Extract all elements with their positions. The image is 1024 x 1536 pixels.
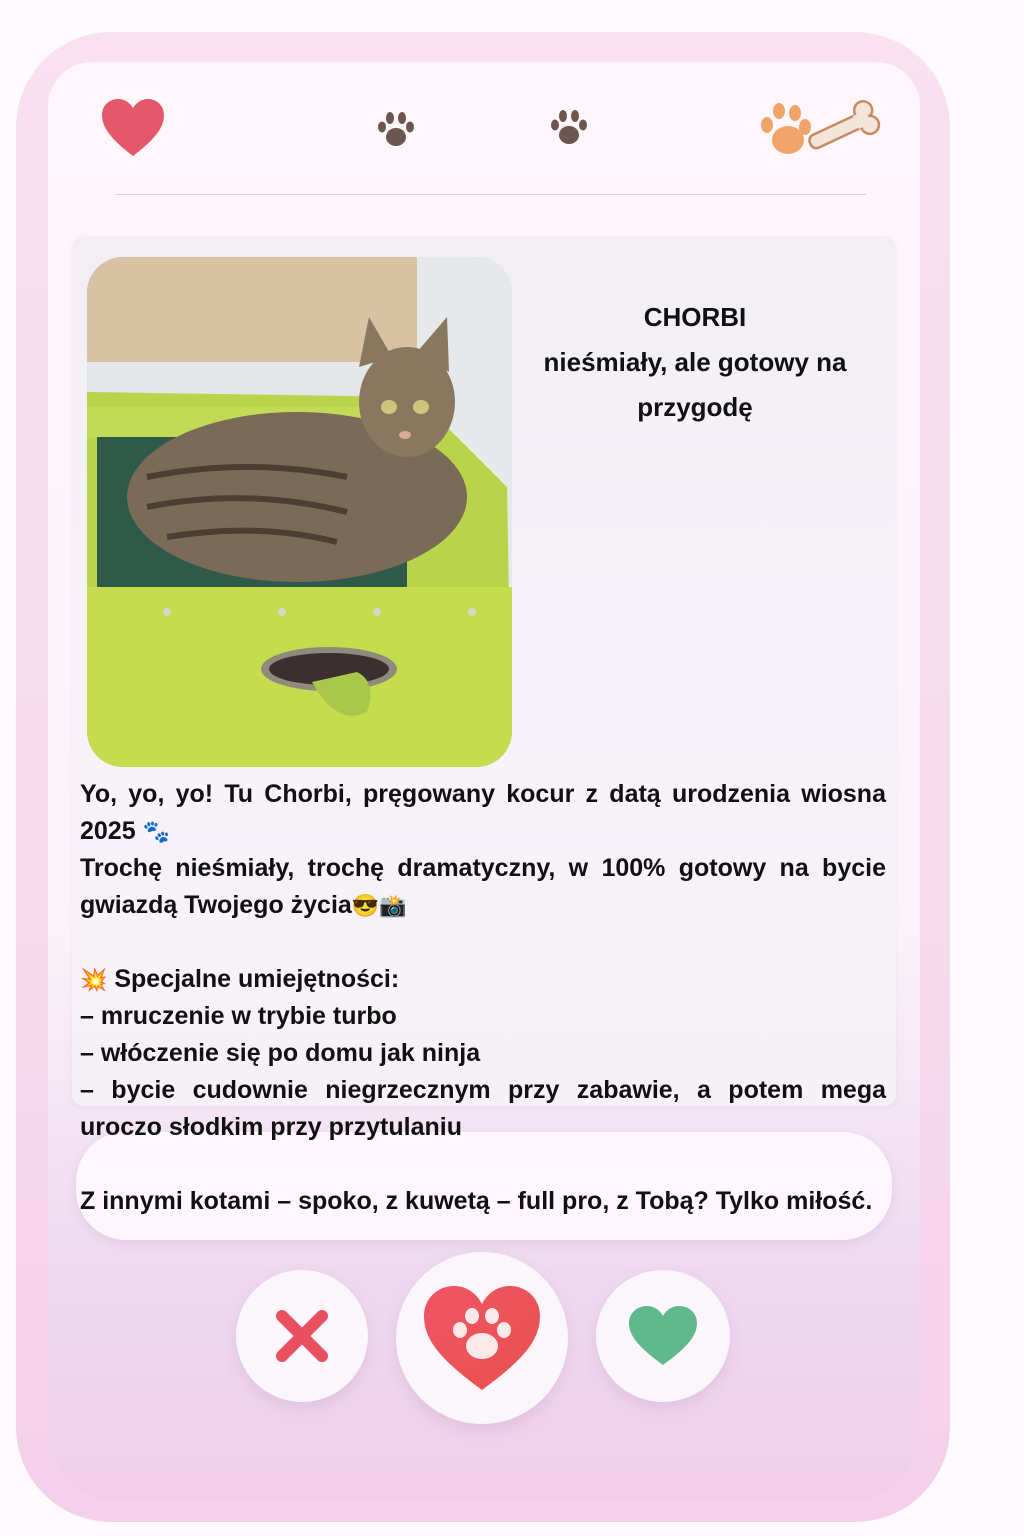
profile-name: CHORBI [643, 302, 747, 332]
heart-icon[interactable] [100, 98, 166, 163]
bio-closing: Z innymi kotami – spoko, z kuwetą – full pro, z Tobą? Tylko miłość. [80, 1187, 873, 1215]
cat-photo[interactable] [87, 257, 512, 767]
bio-personality: Trochę nieśmiały, trochę dramatyczny, w 100% gotowy na bycie gwiazdą Twojego życia [80, 854, 886, 919]
profile-tagline: nieśmiały, ale gotowy na przygodę [543, 347, 847, 422]
heart-paw-icon [422, 1284, 542, 1392]
like-button[interactable] [596, 1270, 730, 1402]
collision-icon: 💥 [80, 967, 108, 992]
paw-icon[interactable] [549, 108, 589, 151]
sunglasses-camera-icon: 😎📸 [351, 893, 407, 918]
close-icon [272, 1306, 332, 1366]
profile-heading [520, 295, 870, 430]
skills-header: Specjalne umiejętności: [114, 965, 400, 993]
skill-item: – mruczenie w trybie turbo [80, 1002, 397, 1030]
paw-icon[interactable] [376, 110, 416, 153]
super-like-button[interactable] [396, 1252, 568, 1424]
profile-bio [80, 776, 886, 1220]
paw-prints-icon: 🐾 [142, 819, 170, 844]
skill-item: – bycie cudownie niegrzecznym przy zabawie, a potem mega uroczo słodkim przy przytulaniu [80, 1076, 886, 1141]
bio-intro: Yo, yo, yo! Tu Chorbi, pręgowany kocur z datą urodzenia wiosna 2025 [80, 780, 886, 845]
heart-icon [627, 1305, 699, 1367]
header-divider [116, 194, 866, 195]
nope-button[interactable] [236, 1270, 368, 1402]
top-bar [48, 62, 920, 196]
skill-item: – włóczenie się po domu jak ninja [80, 1039, 481, 1067]
paw-bone-icon[interactable] [758, 100, 888, 169]
